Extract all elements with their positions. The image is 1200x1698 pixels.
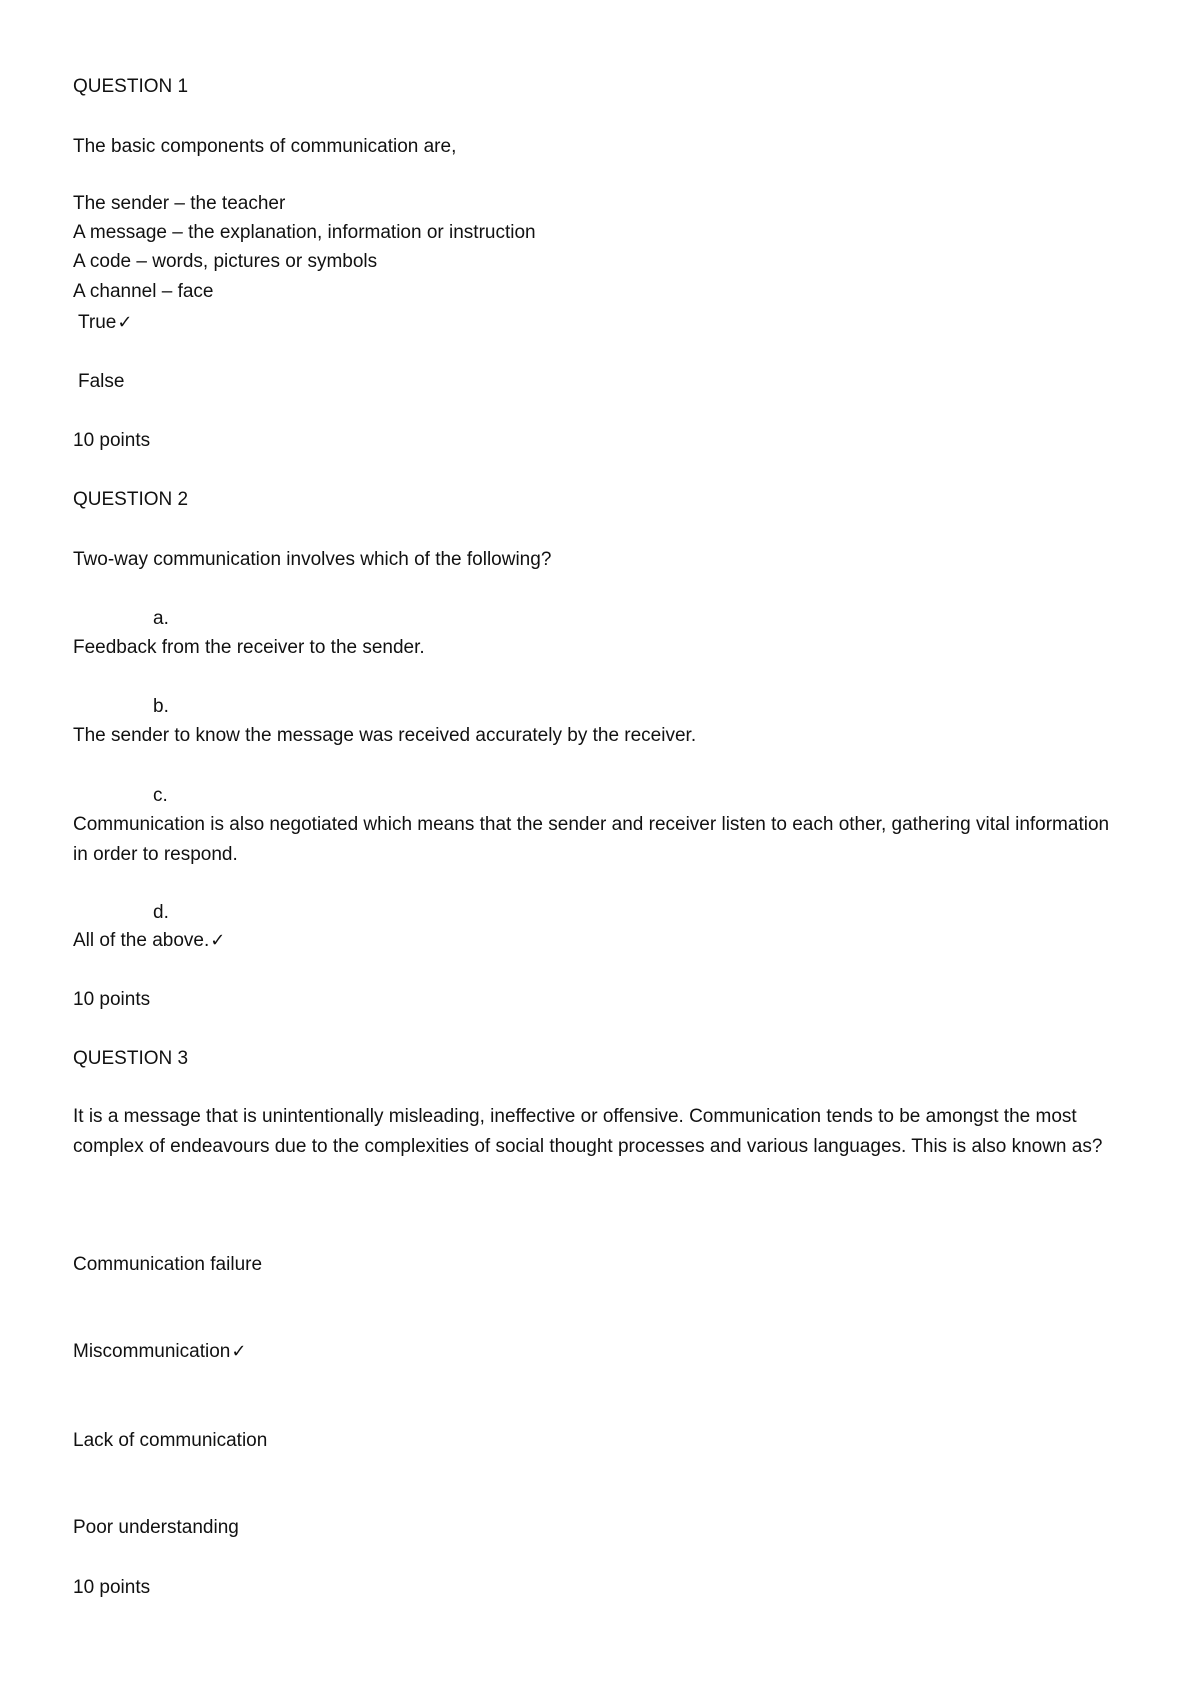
question-1-statement-line: A code – words, pictures or symbols <box>73 251 378 272</box>
checkmark-icon: ✓ <box>210 930 226 951</box>
question-1-points: 10 points <box>73 430 151 451</box>
checkmark-icon: ✓ <box>117 312 133 333</box>
question-2-prompt: Two-way communication involves which of the following? <box>73 549 552 570</box>
question-1-statement-line: The sender – the teacher <box>73 193 286 214</box>
question-1-statement-line: A message – the explanation, information or instruction <box>73 222 536 243</box>
question-1-heading: QUESTION 1 <box>73 76 189 97</box>
question-3-option-a[interactable]: Communication failure <box>73 1254 263 1275</box>
question-2-option-c[interactable]: Communication is also negotiated which means that the sender and receiver listen to each other, gathering vital information in order to respond. <box>73 814 1110 865</box>
option-label: False <box>78 371 125 392</box>
quiz-document <box>73 0 1133 1698</box>
question-2-option-b[interactable]: The sender to know the message was received accurately by the receiver. <box>73 725 697 746</box>
question-1-prompt: The basic components of communication are, <box>73 136 457 157</box>
question-1-statement-line: A channel – face <box>73 281 214 302</box>
question-2-option-a[interactable]: Feedback from the receiver to the sender. <box>73 637 425 658</box>
question-3-option-c[interactable]: Lack of communication <box>73 1430 268 1451</box>
question-3-prompt: It is a message that is unintentionally misleading, ineffective or offensive. Communication tends to be amongst the most complex of endeavours due to the complexities of social thought processes and various languages. This is also known as? <box>73 1106 1103 1157</box>
question-3-option-d[interactable]: Poor understanding <box>73 1517 239 1538</box>
question-2-option-d[interactable] <box>73 930 225 952</box>
question-2-option-d-letter: d. <box>153 902 169 923</box>
question-2-option-a-letter: a. <box>153 608 169 629</box>
option-label: Miscommunication <box>73 1341 231 1362</box>
checkmark-icon: ✓ <box>231 1341 247 1362</box>
question-2-heading: QUESTION 2 <box>73 489 189 510</box>
question-3-heading: QUESTION 3 <box>73 1048 189 1069</box>
question-3-option-b[interactable] <box>73 1341 246 1363</box>
question-1-option-true[interactable] <box>78 312 132 334</box>
question-1-option-false[interactable] <box>78 371 124 393</box>
question-2-points: 10 points <box>73 989 151 1010</box>
question-3-points: 10 points <box>73 1577 151 1598</box>
option-label: All of the above. <box>73 930 210 951</box>
option-label: True <box>78 312 117 333</box>
question-2-option-c-letter: c. <box>153 785 168 806</box>
question-2-option-b-letter: b. <box>153 696 169 717</box>
